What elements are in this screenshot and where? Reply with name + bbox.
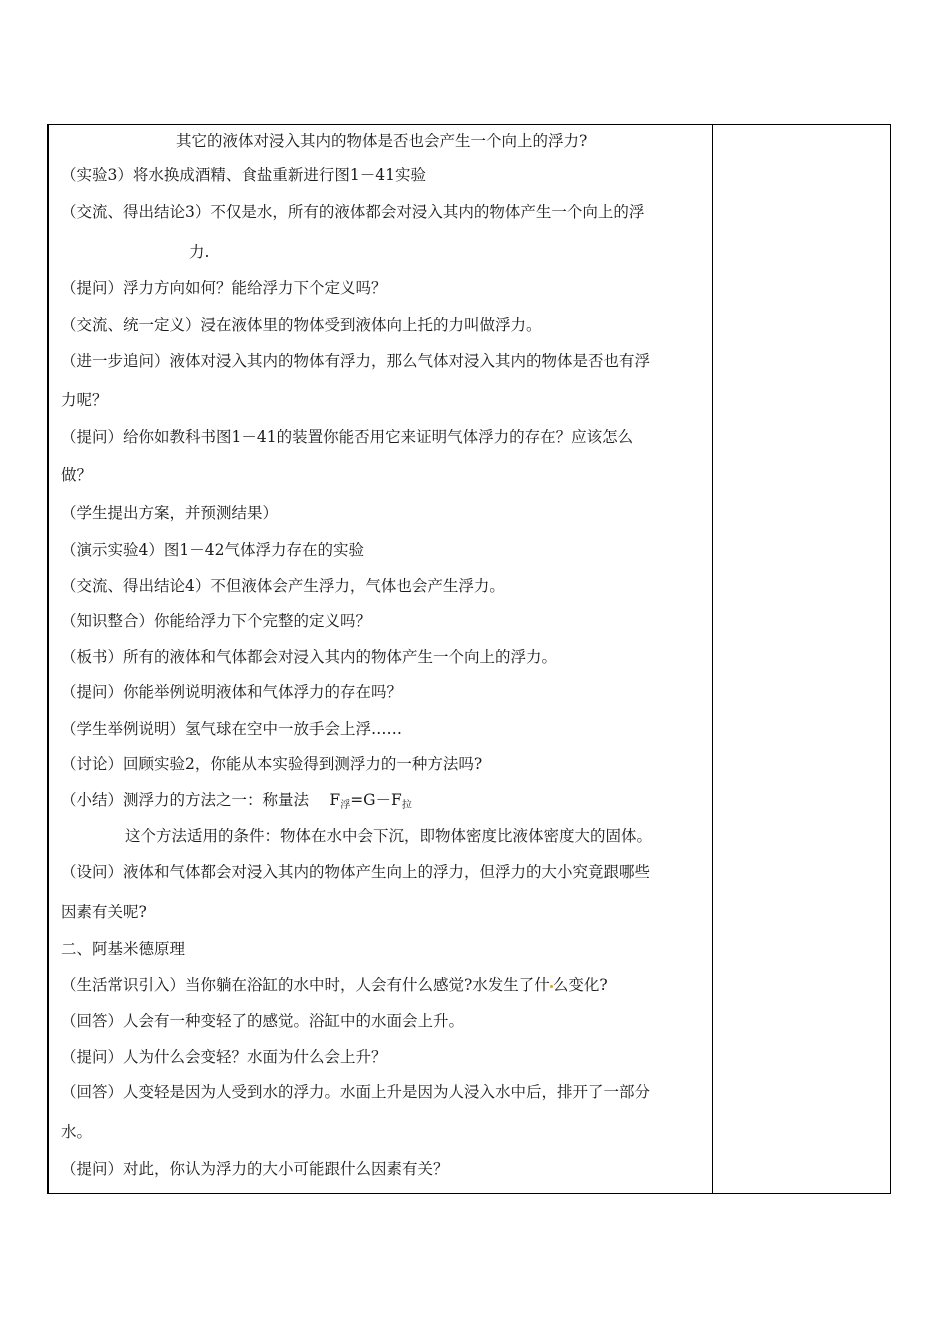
text-line: 做？ (61, 466, 93, 484)
summary-formula: =G－F (350, 791, 402, 809)
life-intro-text: （生活常识引入）当你躺在浴缸的水中时，人会有什么感觉?水发生了什 (61, 976, 550, 994)
summary-prefix: （小结）测浮力的方法之一：称量法 F (61, 791, 341, 809)
text-line: （交流、得出结论3）不仅是水，所有的液体都会对浸入其内的物体产生一个向上的浮 (61, 203, 645, 221)
section-heading: 二、阿基米德原理 (61, 940, 186, 958)
text-line: （回答）人会有一种变轻了的感觉。浴缸中的水面会上升。 (61, 1012, 465, 1030)
lesson-table (47, 124, 891, 1194)
text-line: （提问）你能举例说明液体和气体浮力的存在吗？ (61, 683, 403, 701)
text-line: 水。 (61, 1123, 93, 1141)
text-line: 力. (189, 243, 210, 261)
summary-subscript-2: 拉 (401, 800, 412, 811)
summary-subscript-1: 浮 (340, 800, 351, 811)
life-intro-tail: 么变化? (552, 976, 608, 994)
text-line: （提问）浮力方向如何？能给浮力下个定义吗？ (61, 279, 387, 297)
text-line: （讨论）回顾实验2，你能从本实验得到测浮力的一种方法吗? (61, 755, 483, 773)
text-line: 力呢？ (61, 391, 108, 409)
text-line: （进一步追问）液体对浸入其内的物体有浮力，那么气体对浸入其内的物体是否也有浮 (61, 352, 651, 370)
text-line: （交流、统一定义）浸在液体里的物体受到液体向上托的力叫做浮力。 (61, 316, 542, 334)
text-line: 其它的液体对浸入其内的物体是否也会产生一个向上的浮力? (176, 132, 588, 150)
text-line: （设问）液体和气体都会对浸入其内的物体产生向上的浮力，但浮力的大小究竟跟哪些 (61, 863, 651, 881)
text-line: （交流、得出结论4）不但液体会产生浮力，气体也会产生浮力。 (61, 577, 505, 595)
text-line: （提问）对此，你认为浮力的大小可能跟什么因素有关？ (61, 1160, 449, 1178)
text-line: （学生提出方案，并预测结果） (61, 504, 279, 522)
text-line: （提问）人为什么会变轻？水面为什么会上升？ (61, 1048, 387, 1066)
text-line: （板书）所有的液体和气体都会对浸入其内的物体产生一个向上的浮力。 (61, 648, 558, 666)
text-line: （回答）人变轻是因为人受到水的浮力。水面上升是因为人浸入水中后，排开了一部分 (61, 1083, 651, 1101)
text-line: （提问）给你如教科书图1－41的装置你能否用它来证明气体浮力的存在？应该怎么 (61, 428, 634, 446)
life-intro-line (61, 975, 608, 995)
text-line: 这个方法适用的条件：物体在水中会下沉，即物体密度比液体密度大的固体。 (125, 827, 653, 845)
text-line: （学生举例说明）氢气球在空中一放手会上浮…… (61, 720, 403, 738)
column-divider (712, 125, 713, 1193)
text-line: 因素有关呢? (61, 903, 147, 921)
text-line: （演示实验4）图1－42气体浮力存在的实验 (61, 541, 364, 559)
summary-line (61, 790, 412, 816)
text-line: （知识整合）你能给浮力下个完整的定义吗？ (61, 612, 372, 630)
text-line: （实验3）将水换成酒精、食盐重新进行图1－41实验 (61, 166, 426, 184)
